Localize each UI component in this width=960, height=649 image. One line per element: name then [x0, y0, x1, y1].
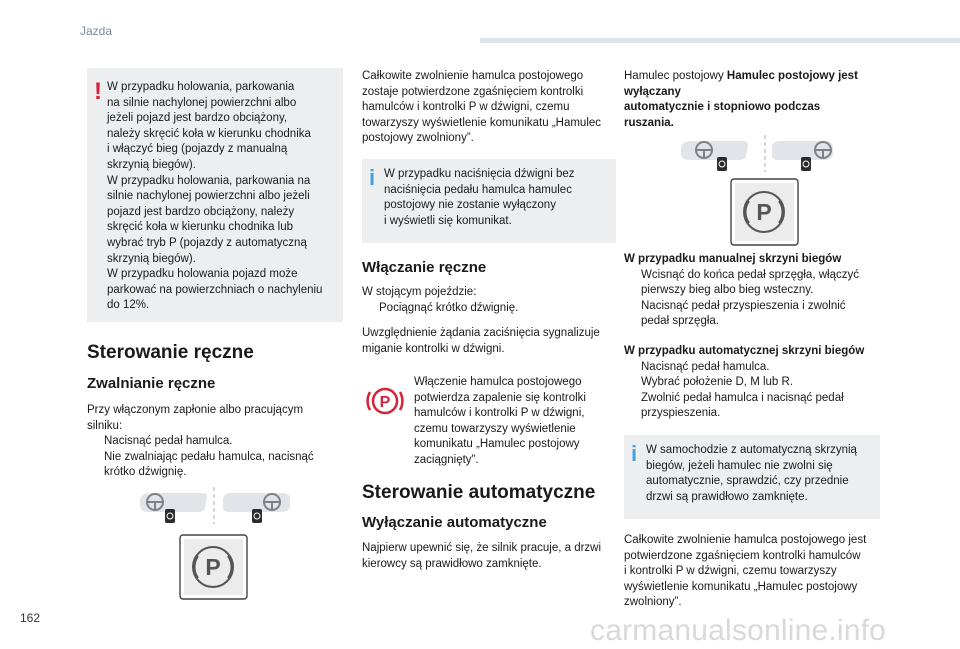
engage-confirmation-text: Włączenie hamulca postojowego potwierdza zapalenie się kontrolki hamulców i kontrolki P w dźwigni, czemu towarzyszy wyświetlenie komunikatu „Hamulec postojowy zaciągnięty”. — [414, 376, 586, 466]
section-label: Jazda — [80, 24, 113, 38]
warning-icon: ! — [94, 78, 102, 105]
release-confirmation-text: Całkowite zwolnienie hamulca postojowego jest potwierdzone zgaśnięciem kontrolki hamulców i kontrolki P w dźwigni, czemu towarzyszy wyświetlenie komunikatu „Hamulec postojowy zwolniony”. — [624, 534, 867, 609]
step-item: Wybrać położenie D, M lub R. — [641, 376, 794, 389]
info-text: W samochodzie z automatyczną skrzynią biegów, jeżeli hamulec nie zwolni się automatycznie, sprawdzić, czy przednie drzwi są prawidłowo zamknięte. — [646, 444, 857, 503]
info-text: W przypadku naciśnięcia dźwigni bez naciśnięcia pedału hamulca hamulec postojowy nie zostanie wyłączony i wyświetli się komunikat. — [384, 168, 575, 227]
subheading-automatic-release: Wyłączanie automatyczne — [362, 514, 547, 531]
automatic-release-intro: Hamulec postojowy Hamulec postojowy jest wyłączany automatycznie i stopniowo podczas ruszania. — [624, 70, 858, 129]
manual-engage-text: W stojącym pojeździe: Pociągnąć krótko dźwignię. — [362, 285, 618, 316]
request-signal-text: Uwzględnienie żądania zaciśnięcia sygnalizuje miganie kontrolki w dźwigni. — [362, 327, 600, 355]
release-confirmation-text: Całkowite zwolnienie hamulca postojowego zostaje potwierdzone zgaśnięciem kontrolki hamulców i kontrolki P w dźwigni, czemu towarzyszy wyświetlenie komunikatu „Hamulec postojowy zwolniony”. — [362, 70, 602, 145]
info-icon: i — [631, 441, 638, 466]
subheading-manual-release: Zwalnianie ręczne — [87, 375, 216, 392]
step-item: Nacisnąć pedał przyspieszenia i zwolnić — [641, 299, 846, 312]
header-bar — [480, 38, 960, 43]
step-item: Wcisnąć do końca pedał sprzęgła, włączyć — [641, 268, 859, 281]
info-icon: i — [369, 165, 376, 190]
step-item: Nie zwalniając pedału hamulca, nacisnąć — [104, 450, 314, 463]
brake-warning-lamp-icon — [366, 382, 404, 420]
manual-gearbox-heading: W przypadku manualnej skrzyni biegów — [624, 253, 842, 265]
parking-icon: P — [379, 394, 391, 411]
automatic-gearbox-heading: W przypadku automatycznej skrzyni biegów — [624, 345, 865, 357]
automatic-release-text: Najpierw upewnić się, że silnik pracuje, a drzwi kierowcy są prawidłowo zamknięte. — [362, 542, 602, 570]
manual-gearbox-section: W przypadku manualnej skrzyni biegów Wcisnąć do końca pedał sprzęgła, włączyć pierwszy bieg albo bieg wsteczny. Nacisnąć pedał przyspieszenia i zwolnić pedał sprzęgła. — [624, 252, 894, 330]
step-item: Nacisnąć pedał hamulca. — [641, 360, 770, 373]
parking-brake-lever-illustration — [676, 132, 836, 252]
step-item: Zwolnić pedał hamulca i nacisnąć pedał — [641, 391, 844, 404]
step-item: Pociągnąć krótko dźwignię. — [379, 301, 519, 314]
automatic-gearbox-section: W przypadku automatycznej skrzyni biegów Nacisnąć pedał hamulca. Wybrać położenie D, M lub R. Zwolnić pedał hamulca i nacisnąć pedał przyspieszenia. — [624, 344, 894, 422]
heading-manual-control: Sterowanie ręczne — [87, 342, 254, 363]
warning-text: W przypadku holowania, parkowania na silnie nachylonej powierzchni albo jeżeli pojazd jest bardzo obciążony, należy skręcić koła w kierunku chodnika i włączyć bieg (pojazdy z manualną skrzynią biegów). W przypadku holowania, parkowania na silnie nachylonej powierzchni albo jeżeli pojazd jest bardzo obciążony, należy skręcić koła w kierunku chodnika lub wybrać tryb P (pojazdy z automatyczną skrzynią biegów). W przypadku holowania pojazd może parkować na powierzchniach o nachyleniu do 12%. — [107, 81, 323, 312]
parking-brake-lever-illustration — [135, 484, 295, 604]
step-item: Nacisnąć pedał hamulca. — [104, 435, 233, 448]
watermark: carmanualsonline.info — [590, 614, 887, 647]
heading-automatic-control: Sterowanie automatyczne — [362, 482, 596, 503]
manual-release-text: Przy włączonym zapłonie albo pracującym silniku: Nacisnąć pedał hamulca. Nie zwalniając pedału hamulca, nacisnąć krótko dźwignię. — [87, 403, 343, 481]
subheading-manual-engage: Włączanie ręczne — [362, 259, 487, 276]
page-number: 162 — [20, 611, 41, 625]
parking-icon: P — [756, 199, 772, 225]
parking-icon: P — [205, 554, 221, 580]
